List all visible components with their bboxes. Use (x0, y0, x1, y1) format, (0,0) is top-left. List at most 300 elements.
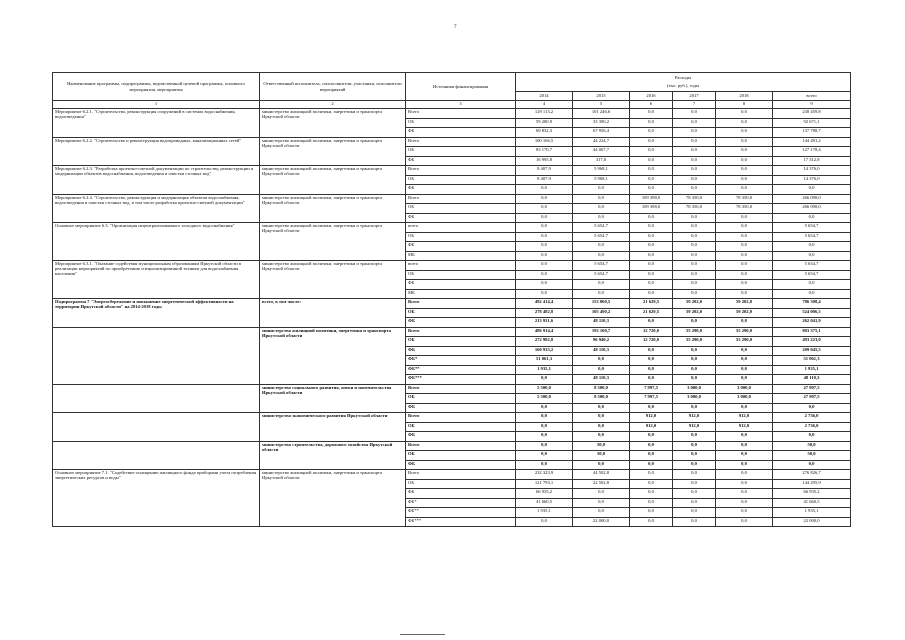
row-value: 0,0 (716, 213, 773, 223)
row-value: 21 629,5 (630, 308, 673, 318)
row-source: ОБ (406, 479, 516, 489)
row-value: 0,0 (716, 318, 773, 328)
row-value: 0,0 (516, 451, 573, 461)
row-value: 0,0 (630, 451, 673, 461)
row-value: 1 935,1 (516, 508, 573, 518)
row-value: 0,0 (630, 175, 673, 185)
row-value: 92 671,1 (773, 118, 851, 128)
row-value: 912,0 (716, 422, 773, 432)
row-value: 50,0 (573, 451, 630, 461)
row-value: 0,0 (630, 318, 673, 328)
row-value: 276 826,7 (773, 470, 851, 480)
row-value: 0,0 (673, 403, 716, 413)
row-executor: министерство жилищной политики, энергетики и транспорта Иркутской области (260, 137, 406, 166)
row-source: ОБ (406, 451, 516, 461)
year-2016: 2016 (630, 91, 673, 101)
row-value: 0,0 (573, 185, 630, 195)
row-source: ФБ (406, 460, 516, 470)
row-value: 0,0 (573, 508, 630, 518)
row-value: 0,0 (716, 251, 773, 261)
row-value: 12 720,0 (630, 327, 673, 337)
row-value: 213 931,6 (516, 318, 573, 328)
year-2015: 2015 (573, 91, 630, 101)
year-total: всего (773, 91, 851, 101)
row-source: ФБ (406, 432, 516, 442)
row-value: 0,0 (716, 118, 773, 128)
row-value: 0,0 (716, 356, 773, 366)
row-value: 55 290,0 (716, 327, 773, 337)
row-source: Всего (406, 413, 516, 423)
budget-table (52, 72, 851, 527)
row-value: 0,0 (673, 441, 716, 451)
row-value: 0,0 (773, 280, 851, 290)
row-value: 0,0 (516, 232, 573, 242)
table-row (53, 327, 851, 337)
row-value: 3 000,0 (673, 384, 716, 394)
row-value: 55 290,0 (716, 337, 773, 347)
row-value: 48 110,3 (573, 346, 630, 356)
colnum-7: 7 (673, 101, 716, 109)
row-value: 0,0 (716, 451, 773, 461)
row-value: 0,0 (516, 460, 573, 470)
row-value: 912,0 (673, 413, 716, 423)
row-value: 41 660,5 (516, 498, 573, 508)
row-source: ФБ (406, 403, 516, 413)
row-value: 83 170,7 (516, 147, 573, 157)
row-program-name: Основное мероприятие 7.1. "Содействие оснащению жилищного фонда приборами учета потребления энергетических ресурсов и воды" (53, 470, 260, 527)
row-executor: министерство жилищной политики, энергетики и транспорта Иркутской области (260, 470, 406, 527)
row-program-name: Основное мероприятие 6.3. "Организация нецентрализованного холодного водоснабжения" (53, 223, 260, 261)
row-value: 0,0 (516, 213, 573, 223)
row-value: 50,0 (773, 451, 851, 461)
row-value: 492 414,4 (516, 299, 573, 309)
row-value: 1 935,1 (773, 508, 851, 518)
colnum-2: 2 (260, 101, 406, 109)
row-value: 0,0 (673, 318, 716, 328)
row-value: 0,0 (673, 128, 716, 138)
row-value: 0,0 (673, 156, 716, 166)
row-value: 0,0 (630, 109, 673, 119)
row-value: 0,0 (573, 422, 630, 432)
row-value: 0,0 (630, 460, 673, 470)
row-value: 317,0 (573, 156, 630, 166)
row-value: 0,0 (716, 346, 773, 356)
row-value: 786 308,4 (773, 299, 851, 309)
row-executor: министерство жилищной политики, энергетики и транспорта Иркутской области (260, 261, 406, 299)
row-source: Всего (406, 166, 516, 176)
row-value: 0,0 (630, 232, 673, 242)
row-value: 0,0 (630, 223, 673, 233)
row-value: 0,0 (516, 251, 573, 261)
row-value: 17 312,8 (773, 156, 851, 166)
row-source: ФБ (406, 242, 516, 252)
table-row (53, 384, 851, 394)
row-source: ФБ (406, 185, 516, 195)
row-value: 0,0 (716, 156, 773, 166)
row-value: 0,0 (516, 194, 573, 204)
row-value: 0,0 (630, 185, 673, 195)
row-value: 232 323,9 (516, 470, 573, 480)
row-value: 96 940,2 (573, 337, 630, 347)
row-value: 0,0 (516, 204, 573, 214)
row-source: ФБ (406, 318, 516, 328)
row-value: 0,0 (630, 270, 673, 280)
row-value: 144 295,9 (773, 479, 851, 489)
row-value: 0,0 (716, 460, 773, 470)
row-source: ФБ (406, 156, 516, 166)
row-value: 0,0 (716, 270, 773, 280)
row-value: 0,0 (630, 156, 673, 166)
row-source: Всего (406, 441, 516, 451)
row-value: 48 110,3 (573, 318, 630, 328)
row-value: 0,0 (716, 517, 773, 527)
row-source: ФБ*** (406, 517, 516, 527)
row-value: 0,0 (673, 232, 716, 242)
row-value: 262 041,9 (773, 318, 851, 328)
row-value: 66 935,2 (773, 489, 851, 499)
row-value: 0,0 (716, 289, 773, 299)
row-value: 121 793,1 (516, 479, 573, 489)
row-source: Всего (406, 299, 516, 309)
row-value: 59 202,0 (716, 308, 773, 318)
row-value: 78 350,0 (673, 204, 716, 214)
row-value: 51 061,3 (516, 356, 573, 366)
row-value: 0,0 (716, 109, 773, 119)
row-value: 0,0 (630, 517, 673, 527)
row-value: 0,0 (516, 261, 573, 271)
row-value: 0,0 (673, 365, 716, 375)
row-value: 0,0 (773, 251, 851, 261)
row-value: 69 832,3 (516, 128, 573, 138)
row-value: 55 290,0 (673, 327, 716, 337)
row-value: 2 736,0 (773, 413, 851, 423)
row-value: 2 736,0 (773, 422, 851, 432)
row-value: 0,0 (573, 204, 630, 214)
page-number: 7 (454, 25, 457, 30)
row-source: ФБ** (406, 365, 516, 375)
row-program-name: Подпрограмма 7 "Энергосбережение и повышение энергетической эффективности на территории Иркутской области" на 2014-2018 годы (53, 299, 260, 328)
row-value: 0,0 (630, 470, 673, 480)
row-value: 67 956,4 (573, 128, 630, 138)
row-value: 912,0 (630, 413, 673, 423)
row-value: 193 160,7 (573, 327, 630, 337)
header-name: Наименование программы, подпрограммы, ведомственной целевой программы, основного мероприятия, мероприятия (53, 73, 260, 101)
row-value: 0,0 (673, 166, 716, 176)
row-value: 0,0 (573, 289, 630, 299)
row-program-name: Мероприятие 6.2.4. "Строительство, реконструкция и модернизация объектов водоснабжения, водоотведения и очистки сточных вод, в том числе разработка проектно-сметной документации" (53, 194, 260, 223)
row-value: 0,0 (673, 470, 716, 480)
table-row (53, 413, 851, 423)
row-value: 1 935,1 (516, 365, 573, 375)
row-source: ФБ (406, 213, 516, 223)
row-value: 912,0 (716, 413, 773, 423)
row-value: 0,0 (516, 517, 573, 527)
row-value: 0,0 (673, 289, 716, 299)
row-value: 0,0 (630, 213, 673, 223)
row-value: 912,0 (673, 422, 716, 432)
row-value: 0,0 (673, 175, 716, 185)
table-body (53, 73, 851, 527)
row-value: 803 375,1 (773, 327, 851, 337)
row-value: 0,0 (716, 479, 773, 489)
row-value: 0,0 (673, 137, 716, 147)
table-row (53, 137, 851, 147)
row-source: ОБ (406, 270, 516, 280)
row-value: 78 350,0 (673, 194, 716, 204)
row-value: 0,0 (716, 175, 773, 185)
row-value: 5 654,7 (573, 261, 630, 271)
row-value: 0,0 (673, 242, 716, 252)
row-source: ОБ (406, 337, 516, 347)
header-row (53, 73, 851, 82)
row-value: 21 629,5 (630, 299, 673, 309)
row-value: 0,0 (630, 128, 673, 138)
row-source: ФБ* (406, 498, 516, 508)
row-source: ОБ (406, 175, 516, 185)
row-value: 493 223,0 (773, 337, 851, 347)
row-value: 0,0 (516, 270, 573, 280)
row-source: Всего (406, 109, 516, 119)
row-value: 0,0 (716, 441, 773, 451)
row-value: 44 502,8 (573, 470, 630, 480)
row-value: 0,0 (673, 346, 716, 356)
row-value: 0,0 (716, 223, 773, 233)
row-value: 0,0 (573, 403, 630, 413)
header-expenses: Расходы (516, 73, 851, 82)
row-value: 0,0 (630, 242, 673, 252)
row-value: 0,0 (673, 270, 716, 280)
row-executor: министерство экономического развития Иркутской области (260, 413, 406, 442)
row-value: 8 500,0 (573, 384, 630, 394)
row-value: 209 045,5 (773, 346, 851, 356)
row-value: 33 390,2 (573, 118, 630, 128)
colnum-8: 8 (716, 101, 773, 109)
row-value: 0,0 (630, 166, 673, 176)
row-source: ФБ (406, 128, 516, 138)
row-value: 50,0 (773, 441, 851, 451)
row-value: 55 290,0 (673, 337, 716, 347)
row-value: 0,0 (673, 261, 716, 271)
row-value: 0,0 (716, 128, 773, 138)
row-value: 0,0 (630, 498, 673, 508)
row-value: 0,0 (673, 432, 716, 442)
row-value: 160 935,2 (516, 346, 573, 356)
header-executor: Ответственный исполнитель, соисполнители, участники, исполнители мероприятий (260, 73, 406, 101)
row-value: 0,0 (716, 489, 773, 499)
row-value: 0,0 (630, 280, 673, 290)
row-source: ОБ (406, 118, 516, 128)
row-value: 12 720,0 (630, 337, 673, 347)
row-value: 0,0 (673, 109, 716, 119)
row-value: 0,0 (673, 498, 716, 508)
row-value: 0,0 (716, 498, 773, 508)
row-value: 44 224,7 (573, 137, 630, 147)
row-value: 0,0 (673, 251, 716, 261)
row-value: 0,0 (516, 413, 573, 423)
row-source: всего (406, 261, 516, 271)
row-value: 51 061,3 (773, 356, 851, 366)
row-value: 0,0 (630, 432, 673, 442)
row-source: ФБ (406, 489, 516, 499)
row-value: 266 098,0 (773, 194, 851, 204)
row-value: 5 500,0 (516, 394, 573, 404)
colnum-9: 9 (773, 101, 851, 109)
row-value: 0,0 (516, 403, 573, 413)
row-value: 0,0 (773, 213, 851, 223)
row-value: 78 350,0 (716, 204, 773, 214)
row-value: 129 113,2 (516, 109, 573, 119)
row-source: ФБ*** (406, 375, 516, 385)
row-source: Всего (406, 137, 516, 147)
row-value: 59 202,0 (673, 299, 716, 309)
footer-line (400, 634, 445, 635)
row-value: 0,0 (630, 289, 673, 299)
row-value: 5 500,0 (516, 384, 573, 394)
row-value: 0,0 (630, 147, 673, 157)
row-value: 0,0 (716, 147, 773, 157)
row-value: 0,0 (773, 460, 851, 470)
row-value: 0,0 (716, 432, 773, 442)
row-value: 153 860,5 (573, 299, 630, 309)
row-value: 524 006,5 (773, 308, 851, 318)
row-value: 0,0 (630, 403, 673, 413)
row-value: 0,0 (573, 242, 630, 252)
row-value: 27 997,5 (773, 384, 851, 394)
row-value: 0,0 (716, 470, 773, 480)
row-source: ФБ (406, 346, 516, 356)
row-value: 0,0 (716, 365, 773, 375)
row-value: 0,0 (716, 137, 773, 147)
year-2018: 2018 (716, 91, 773, 101)
row-value: 0,0 (773, 432, 851, 442)
column-number-row (53, 101, 851, 109)
row-source: ФБ* (406, 356, 516, 366)
row-value: 0,0 (573, 432, 630, 442)
row-value: 41 660,5 (773, 498, 851, 508)
row-program-name (53, 441, 260, 470)
row-program-name (53, 327, 260, 384)
table-row (53, 299, 851, 309)
row-value: 0,0 (630, 346, 673, 356)
row-value: 0,0 (673, 356, 716, 366)
row-value: 0,0 (673, 213, 716, 223)
row-value: 8 500,0 (573, 394, 630, 404)
row-value: 0,0 (630, 508, 673, 518)
row-value: 5 654,7 (573, 232, 630, 242)
row-source: Всего (406, 470, 516, 480)
table-row (53, 194, 851, 204)
row-value: 230 459,8 (773, 109, 851, 119)
row-value: 0,0 (673, 185, 716, 195)
row-value: 8 407,9 (516, 166, 573, 176)
row-value: 0,0 (716, 185, 773, 195)
row-value: 48 110,3 (573, 375, 630, 385)
row-value: 50,0 (573, 441, 630, 451)
row-value: 0,0 (573, 460, 630, 470)
row-value: 0,0 (630, 489, 673, 499)
row-program-name: Мероприятие 6.2.1. "Строительство, реконструкция сооружений в системах водоснабжения, водоотведения" (53, 109, 260, 138)
row-value: 66 935,2 (516, 489, 573, 499)
row-source: МБ (406, 251, 516, 261)
row-value: 22 000,0 (573, 517, 630, 527)
table-row (53, 261, 851, 271)
row-executor: всего, в том числе: (260, 299, 406, 328)
row-value: 0,0 (716, 232, 773, 242)
row-value: 0,0 (516, 223, 573, 233)
row-value: 0,0 (630, 251, 673, 261)
row-value: 5 654,7 (573, 223, 630, 233)
row-program-name: Мероприятие 6.3.1. "Оказание содействия муниципальным образованиям Иркутской области в реализации мероприятий по приобретению специализированной техники для водоснабжения населения" (53, 261, 260, 299)
row-value: 0,0 (516, 185, 573, 195)
row-executor: министерство жилищной политики, энергетики и транспорта Иркутской области (260, 194, 406, 223)
row-value: 0,0 (630, 261, 673, 271)
row-value: 101 246,6 (573, 109, 630, 119)
row-value: 0,0 (673, 479, 716, 489)
row-value: 22 000,0 (773, 517, 851, 527)
header-units: (тыс. руб.), годы (516, 82, 851, 92)
row-source: Всего (406, 327, 516, 337)
row-source: ФБ (406, 280, 516, 290)
row-value: 912,0 (630, 422, 673, 432)
row-program-name (53, 413, 260, 442)
row-value: 59 280,9 (516, 118, 573, 128)
table-row (53, 223, 851, 233)
row-value: 0,0 (516, 280, 573, 290)
row-value: 0,0 (573, 194, 630, 204)
table-row (53, 166, 851, 176)
row-program-name: Мероприятие 6.2.3. "Разработка проектно-сметной документации по строительству, реконструкции и модернизации объектов водоснабжения, водоотведения и очистки сточных вод" (53, 166, 260, 195)
row-value: 8 407,9 (516, 175, 573, 185)
row-value: 0,0 (773, 289, 851, 299)
row-value: 27 997,5 (773, 394, 851, 404)
row-value: 0,0 (716, 166, 773, 176)
row-source: ОБ (406, 308, 516, 318)
header-source: Источники финансирования (406, 73, 516, 101)
row-value: 0,0 (630, 441, 673, 451)
row-value: 0,0 (573, 213, 630, 223)
row-value: 0,0 (630, 118, 673, 128)
row-value: 0,0 (673, 280, 716, 290)
row-value: 0,0 (673, 517, 716, 527)
row-value: 0,0 (716, 508, 773, 518)
row-value: 0,0 (716, 280, 773, 290)
row-value: 5 654,7 (773, 270, 851, 280)
row-value: 0,0 (673, 460, 716, 470)
row-program-name (53, 384, 260, 413)
row-value: 127 178,4 (773, 147, 851, 157)
row-value: 44 007,7 (573, 147, 630, 157)
row-value: 266 098,0 (773, 204, 851, 214)
row-value: 109 398,0 (630, 194, 673, 204)
table-row (53, 470, 851, 480)
table-row (53, 109, 851, 119)
row-value: 48 110,3 (773, 375, 851, 385)
row-value: 0,0 (673, 147, 716, 157)
row-value: 14 376,0 (773, 175, 851, 185)
row-value: 3 000,0 (716, 394, 773, 404)
row-value: 0,0 (573, 356, 630, 366)
row-value: 0,0 (516, 422, 573, 432)
row-value: 0,0 (573, 498, 630, 508)
row-value: 0,0 (516, 242, 573, 252)
row-value: 0,0 (516, 375, 573, 385)
row-value: 14 376,0 (773, 166, 851, 176)
row-value: 0,0 (516, 441, 573, 451)
row-program-name: Мероприятие 6.2.2. "Строительство и реконструкция водопроводных, канализационных сетей" (53, 137, 260, 166)
row-executor: министерство строительства, дорожного хозяйства Иркутской области (260, 441, 406, 470)
row-source: ОБ (406, 204, 516, 214)
row-value: 0,0 (573, 413, 630, 423)
